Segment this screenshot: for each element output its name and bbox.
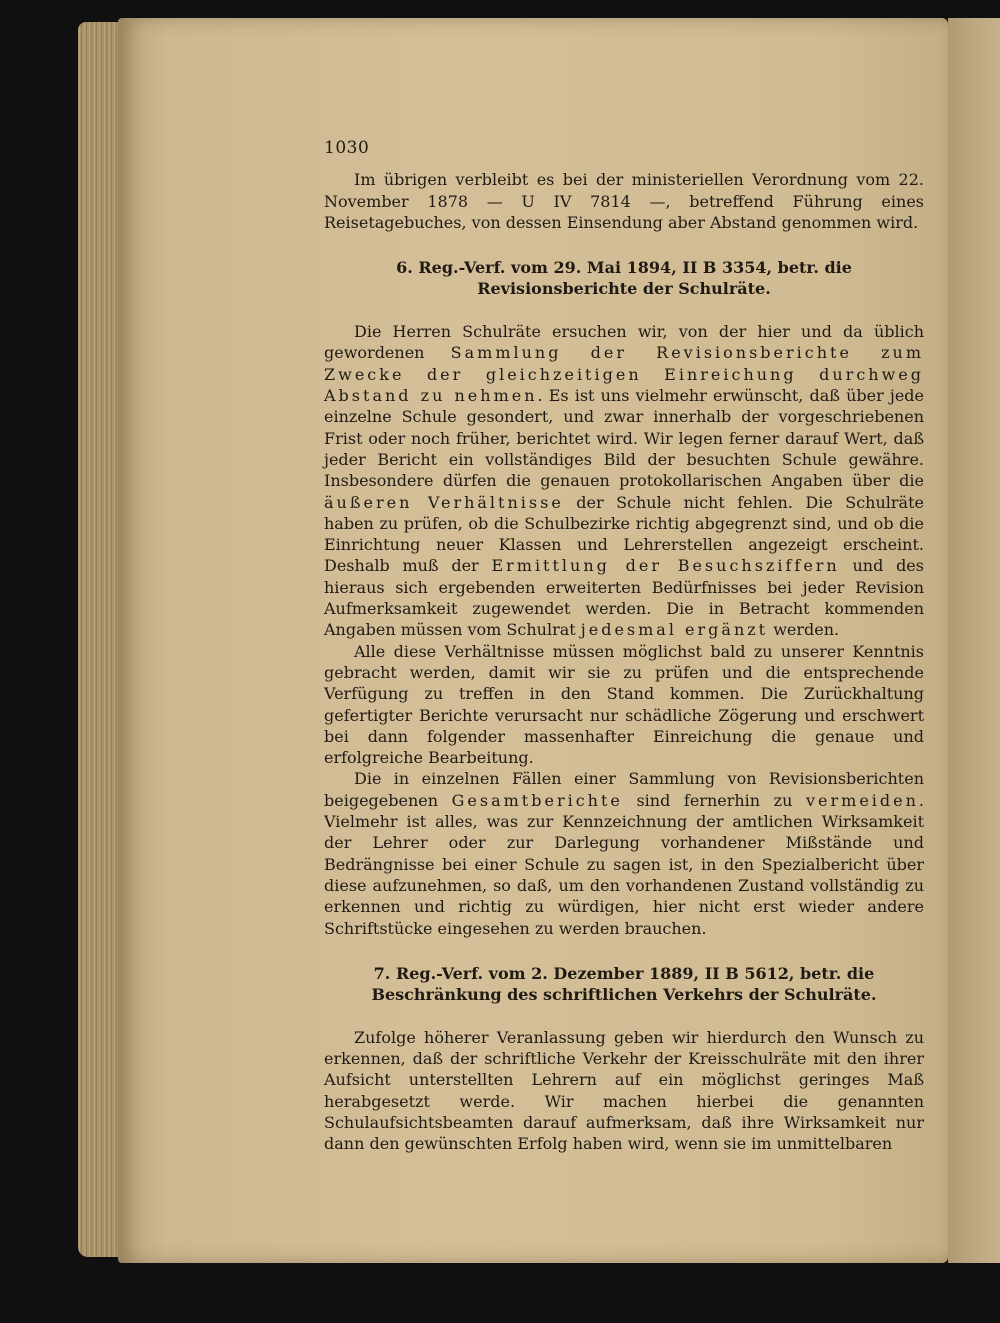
text-run: Die Herren Schulräte ersuchen wir, von der hier und da üblich gewordenen (324, 322, 924, 363)
text-run: werden. (768, 620, 840, 640)
spaced-text: Ermittlung der Besuchsziffern (491, 556, 840, 576)
intro-paragraph: Im übrigen verbleibt es bei der ministeriellen Verordnung vom 22. November 1878 — U IV 7814 —, betreffend Führung eines Reisetagebuches, von dessen Einsendung aber Abstand genommen wird. (324, 170, 924, 232)
section-7-heading: 7. Reg.-Verf. vom 2. Dezember 1889, II B 5612, betr. die Beschränkung des schriftlichen Verkehrs der Schulräte. (371, 963, 877, 1004)
text-run: . Es ist uns vielmehr erwünscht, daß über jede einzelne Schule gesondert, und zwar innerhalb der vorgeschriebenen Frist oder noch früher, berichtet wird. Wir legen ferner darauf Wert, daß jeder Bericht ein vollständiges Bild der besuchten Schule gewähre. Insbesondere dürfen die genauen protokollarischen Angaben über die (324, 386, 925, 491)
spaced-text: jedesmal ergänzt (580, 620, 769, 640)
spaced-text: äußeren Verhältnisse (324, 492, 564, 512)
text-run: sind fernerhin zu (622, 790, 806, 810)
page-text (324, 120, 924, 1155)
text-run: Die in einzelnen Fällen einer Sammlung von Revisionsberichten beigegebenen (324, 769, 924, 810)
text-run: der Schule nicht fehlen. Die Schulräte haben zu prüfen, ob die Schulbezirke richtig abgegrenzt sind, und ob die Einrichtung neuer Klassen und Lehrerstellen angezeigt erscheint. Deshalb muß der (324, 492, 924, 576)
page-number: 1030 (324, 138, 370, 158)
section-7-paragraph-1: Zufolge höherer Veranlassung geben wir hierdurch den Wunsch zu erkennen, daß der schriftliche Verkehr der Kreisschulräte mit den ihrer Aufsicht unterstellten Lehrern auf ein möglichst geringes Maß herabgesetzt werde. Wir machen hierbei die genannten Schulaufsichtsbeamten darauf aufmerksam, daß ihre Wirksamkeit nur dann den gewünschten Erfolg haben wird, wenn sie im unmittelbaren (324, 1027, 924, 1154)
spaced-text: vermeiden (805, 790, 919, 810)
text-run: . Vielmehr ist alles, was zur Kennzeichnung der amtlichen Wirksamkeit der Lehrer oder zur Darlegung vorhandener Mißstände und Bedrängnisse bei einer Schule zu sagen ist, in den Spezialbericht über diese aufzunehmen, so daß, um den vorhandenen Zustand vollständig zu erkennen und richtig zu würdigen, hier nicht erst wieder andere Schriftstücke eingesehen zu werden brauchen. (324, 790, 925, 938)
text-run: und des hieraus sich ergebenden erweiterten Bedürfnisses bei jeder Revision Aufmerksamkeit zugewendet werden. Die in Betracht kommenden Angaben müssen vom Schulrat (324, 556, 924, 640)
section-6-heading: 6. Reg.-Verf. vom 29. Mai 1894, II B 3354, betr. die Revisionsberichte der Schulräte. (396, 258, 852, 299)
section-6-paragraph-2: Alle diese Verhältnisse müssen möglichst bald zu unserer Kenntnis gebracht werden, damit wir sie zu prüfen und die entsprechende Verfügung zu treffen in den Stand kommen. Die Zurückhaltung gefertigter Berichte verursacht nur schädliche Zögerung und erschwert bei dann folgender massenhafter Einreichung die genaue und erfolgreiche Bearbeitung. (324, 641, 924, 768)
section-6-paragraph-1 (324, 321, 924, 640)
section-6-paragraph-3 (324, 768, 924, 938)
spaced-text: Sammlung der Revisionsberichte zum Zwecke der gleichzeitigen Einreichung durchweg Abstand zu nehmen (324, 343, 924, 406)
book-gutter (948, 18, 1000, 1263)
spaced-text: Gesamtberichte (451, 790, 623, 810)
